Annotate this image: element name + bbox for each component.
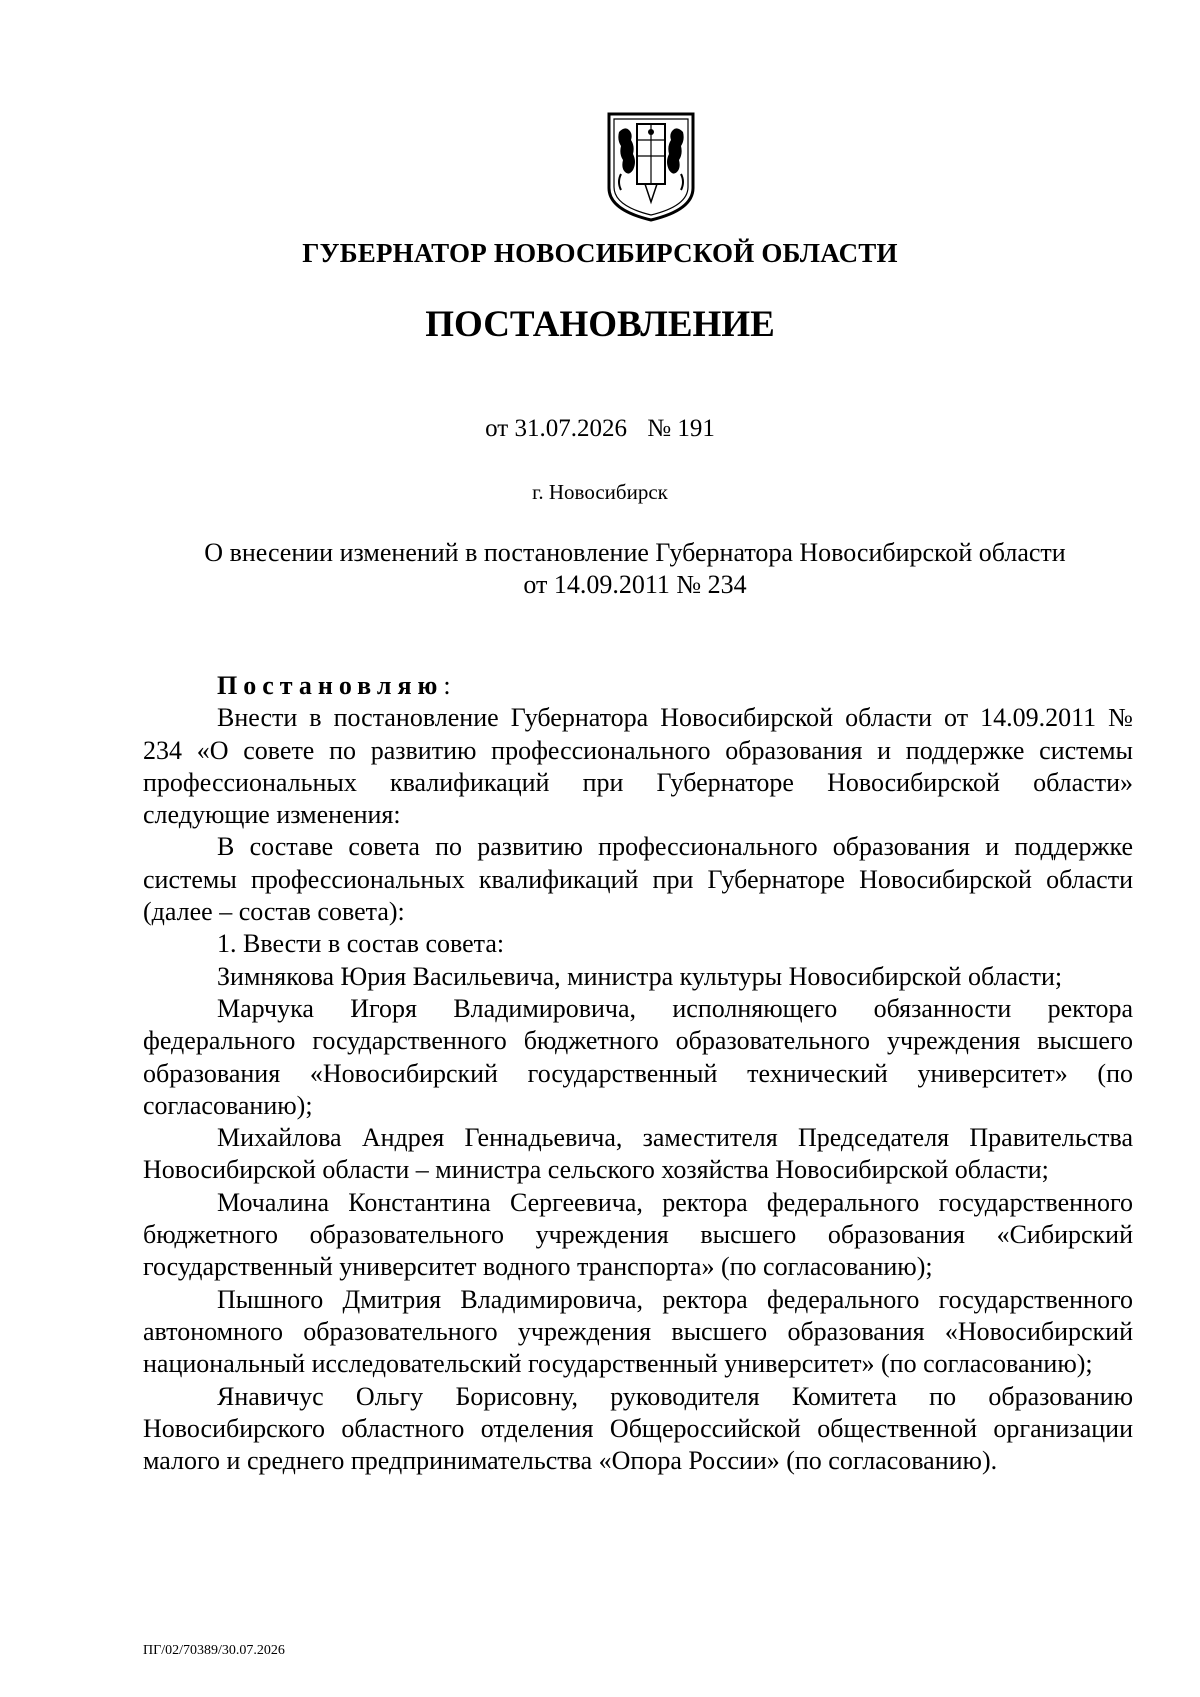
- document-body: [143, 670, 1133, 1477]
- member-entry: Марчука Игоря Владимировича, исполняющего обязанности ректора федерального государственного бюджетного образовательного учреждения высшего образования «Новосибирский государственный технический университет» (по согласованию);: [143, 993, 1133, 1120]
- coat-of-arms-emblem: [605, 110, 697, 222]
- resolve-colon: :: [443, 671, 451, 700]
- issuing-authority: ГУБЕРНАТОР НОВОСИБИРСКОЙ ОБЛАСТИ: [302, 238, 898, 268]
- document-subject: [140, 537, 1130, 601]
- document-number: 191: [677, 415, 715, 442]
- number-label: №: [647, 415, 672, 442]
- city: г. Новосибирск: [532, 480, 668, 504]
- resolve-heading: [143, 670, 1133, 702]
- resolve-word: Постановляю: [217, 671, 444, 700]
- member-entry: Мочалина Константина Сергеевича, ректора федерального государственного бюджетного образовательного учреждения высшего образования «Сибирский государственный университет водного транспорта» (по согласованию);: [143, 1187, 1133, 1282]
- date-number-line: [0, 415, 1200, 443]
- date-prefix: от: [485, 415, 509, 442]
- member-entry: Янавичус Ольгу Борисовну, руководителя Комитета по образованию Новосибирского областного отделения Общероссийской общественной организации малого и среднего предпринимательства «Опора России» (по согласованию).: [143, 1381, 1133, 1476]
- registration-code: ПГ/02/70389/30.07.2026: [143, 1643, 285, 1658]
- document-date: 31.07.2026: [514, 415, 627, 442]
- subject-line-1: О внесении изменений в постановление Губернатора Новосибирской области: [204, 538, 1066, 567]
- member-entry: Зимнякова Юрия Васильевича, министра культуры Новосибирской области;: [217, 961, 1063, 991]
- member-entry: Михайлова Андрея Геннадьевича, заместителя Председателя Правительства Новосибирской области – министра сельского хозяйства Новосибирской области;: [143, 1123, 1133, 1185]
- subject-line-2: от 14.09.2011 № 234: [523, 570, 747, 599]
- member-entry: Пышного Дмитрия Владимировича, ректора федерального государственного автономного образовательного учреждения высшего образования «Новосибирский национальный исследовательский государственный университет» (по согласованию);: [143, 1284, 1133, 1379]
- paragraph-amend: Внести в постановление Губернатора Новосибирской области от 14.09.2011 № 234 «О совете по развитию профессионального образования и поддержке системы профессиональных квалификаций при Губернаторе Новосибирской области» следующие изменения:: [143, 703, 1133, 830]
- document-type: ПОСТАНОВЛЕНИЕ: [425, 304, 775, 345]
- paragraph-composition: В составе совета по развитию профессионального образования и поддержке системы профессиональных квалификаций при Губернаторе Новосибирской области (далее – состав совета):: [143, 832, 1133, 927]
- paragraph-item-1: 1. Ввести в состав совета:: [217, 929, 505, 959]
